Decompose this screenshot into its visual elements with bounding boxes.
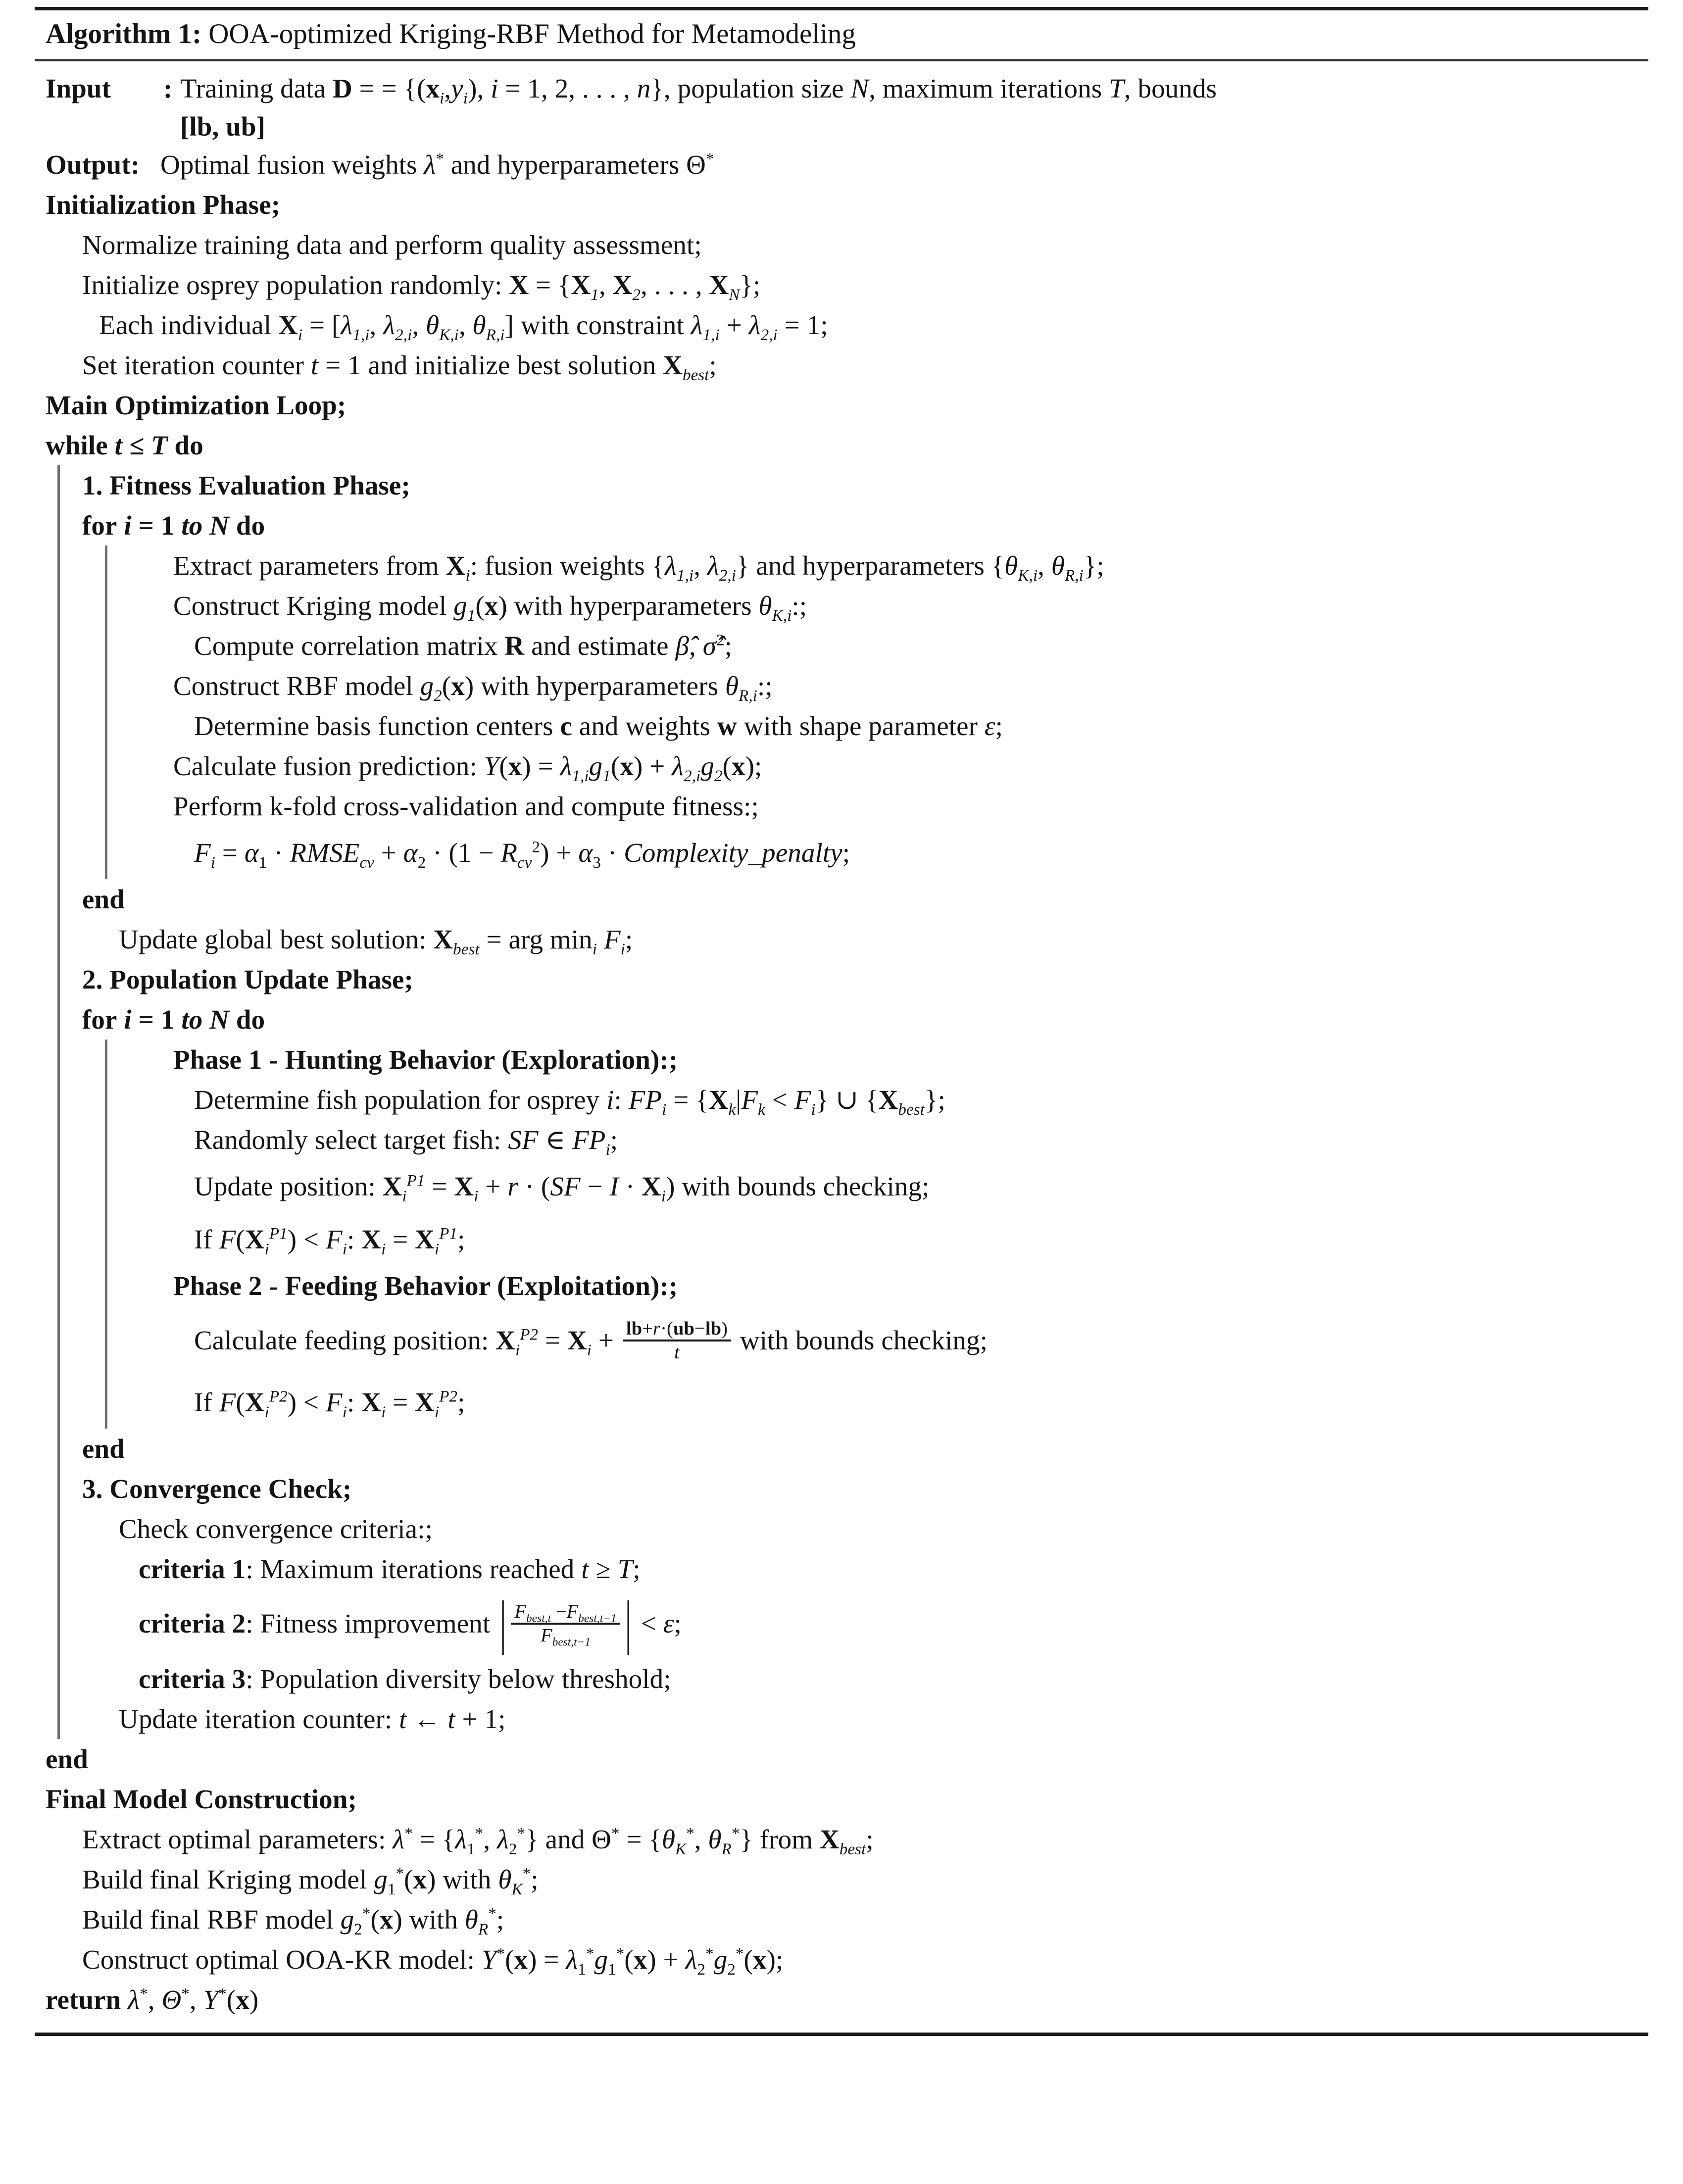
- line-end-while: end: [46, 1743, 88, 1774]
- line-final-model-construction: Final Model Construction;: [46, 1784, 357, 1814]
- line-build-final-kriging: Build final Kriging model $g_1^*(x)$ with $\theta_K^*$;: [82, 1864, 539, 1898]
- line-end-for-population: end: [82, 1433, 125, 1464]
- line-randomly-select: Randomly select target fish: SF ∈ $FP_i$;: [194, 1124, 618, 1159]
- line-main-loop-header: Main Optimization Loop;: [46, 390, 346, 420]
- line-extract-optimal-params: Extract optimal parameters: $\lambda^* = \{\lambda_1^*$, $\lambda_2^*$} and $\Theta^* = \{\theta_K^*$, $\theta_R^*$} from $X_{best}$;: [82, 1824, 874, 1858]
- line-return: return λ*, Θ*, Y*(x): [46, 1984, 259, 2015]
- line-compute-correlation: Compute correlation matrix R and estimate β̂, σ̂$^2$;: [194, 630, 732, 661]
- line-criteria-1: criteria 1: Maximum iterations reached t ≥ T;: [139, 1553, 641, 1584]
- line-determine-fish: Determine fish population for osprey i: $FP_i = \{X_k|F_k < F_i\}$ ∪ $\{X_{best}\}$;: [194, 1084, 945, 1119]
- line-for-2: for i = 1 to N do: [82, 1004, 265, 1035]
- line-criteria-2: criteria 2: Fitness improvement | $\frac{F_{best,t} -F_{best,t-1}}{F_{best,t-1}}$ | < ε;: [139, 1588, 682, 1655]
- line-phase2-header: Phase 2 - Feeding Behavior (Exploitation):;: [173, 1270, 678, 1301]
- line-update-global-best: Update global best solution: $X_{best}$ = arg $\min_i F_i$;: [119, 924, 633, 958]
- line-fitness-formula: $F_i = \alpha_1$ · $RMSE_{cv} + \alpha_2 \cdot (1 - R_{cv}^2) + \alpha_3$ · Complexity_penalty;: [194, 837, 850, 872]
- input-bounds: [lb, ub]: [180, 111, 265, 142]
- algorithm-title-bar: [35, 10, 1648, 61]
- line-update-iteration-counter: Update iteration counter: t ← t + 1;: [119, 1703, 506, 1734]
- line-check-criteria: Check convergence criteria:;: [119, 1513, 433, 1544]
- line-construct-rbf: Construct RBF model $g_2(x)$ with hyperparameters $\theta_{R,i}$:;: [173, 670, 773, 705]
- line-step1-fitness-eval: 1. Fitness Evaluation Phase;: [82, 470, 410, 500]
- line-if-p1: If $F(X_i^{P1}) < F_i$: $X_i = X_i^{P1}$;: [194, 1224, 465, 1258]
- input-colon: :: [163, 73, 173, 103]
- algorithm-box: [35, 7, 1648, 2036]
- line-criteria-3: criteria 3: Population diversity below threshold;: [139, 1663, 671, 1694]
- algorithm-title: OOA-optimized Kriging-RBF Method for Metamodeling: [208, 18, 856, 50]
- while-block: [46, 465, 1643, 1739]
- input-row: [46, 68, 1643, 108]
- line-step3-convergence-check: 3. Convergence Check;: [82, 1473, 352, 1504]
- line-build-final-rbf: Build final RBF model $g_2^*(x)$ with $\theta_R^*$;: [82, 1904, 504, 1938]
- line-perform-kfold: Perform k-fold cross-validation and compute fitness:;: [173, 791, 759, 821]
- line-if-p2: If $F(X_i^{P2}) < F_i$: $X_i = X_i^{P2}$;: [194, 1387, 465, 1421]
- line-normalize-data: Normalize training data and perform quality assessment;: [82, 229, 702, 260]
- for-block-fitness: [46, 546, 1643, 879]
- line-each-individual: Each individual $X_i = [\lambda_{1,i}$, $\lambda_{2,i}$, $\theta_{K,i}$, $\theta_{R,i}$] with constraint $\lambda_{1,i} + \lambda_{2,i} = 1$;: [99, 309, 828, 344]
- output-row: [46, 145, 1643, 185]
- line-calc-feeding-position: Calculate feeding position: $X_i^{P2} = X_i$ + $\frac{lb+r\cdot(ub-lb)}{t}$ with bounds checking;: [194, 1318, 988, 1363]
- line-init-population: Initialize osprey population randomly: $X = \{X_1$, $X_2$, . . . , $X_N$};: [82, 269, 761, 304]
- algorithm-body: [35, 61, 1648, 2033]
- line-calc-fusion: Calculate fusion prediction: $Y(x) = \lambda_{1,i}g_1(x) + \lambda_{2,i}g_2(x)$;: [173, 750, 762, 785]
- line-phase1-header: Phase 1 - Hunting Behavior (Exploration):;: [173, 1044, 678, 1075]
- line-determine-basis: Determine basis function centers c and weights w with shape parameter ε;: [194, 710, 1003, 741]
- input-text: Training data D = = {$(x_i,y_i)$, i = 1, 2, . . . , n}, population size N, maximum iterations T, bounds: [180, 73, 1217, 107]
- line-initialization-phase: Initialization Phase;: [46, 189, 281, 220]
- line-extract-parameters: Extract parameters from $X_i$: fusion weights {$\lambda_{1,i}$, $\lambda_{2,i}$} and hyperparameters {$\theta_{K,i}$, $\theta_{R,i}$};: [173, 550, 1104, 585]
- input-bounds-row: [180, 108, 1643, 145]
- line-for: for i = 1 to N do: [82, 510, 265, 541]
- line-construct-kriging: Construct Kriging model $g_1(x)$ with hyperparameters $\theta_{K,i}$:;: [173, 590, 807, 625]
- algorithm-separator: :: [192, 18, 209, 50]
- line-construct-optimal-model: Construct optimal OOA-KR model: $Y^*(x) = \lambda_1^*g_1^*(x) + \lambda_2^*g_2^*(x)$;: [82, 1944, 784, 1979]
- algorithm-label: Algorithm 1: [46, 18, 193, 50]
- input-label: Input: [46, 73, 111, 103]
- line-step2-population-update: 2. Population Update Phase;: [82, 964, 413, 994]
- output-label: Output:: [46, 149, 140, 180]
- line-while: while t ≤ T do: [46, 430, 203, 460]
- line-end-for-fitness: end: [82, 884, 125, 914]
- line-set-counter: Set iteration counter t = 1 and initialize best solution $X_{best}$;: [82, 349, 717, 384]
- output-text: Optimal fusion weights λ* and hyperparameters Θ*: [160, 149, 714, 180]
- line-update-position-p1: Update position: $X_i^{P1} = X_i + r \cdot (SF - I \cdot X_i)$ with bounds checking;: [194, 1171, 930, 1205]
- for-block-population: [46, 1040, 1643, 1429]
